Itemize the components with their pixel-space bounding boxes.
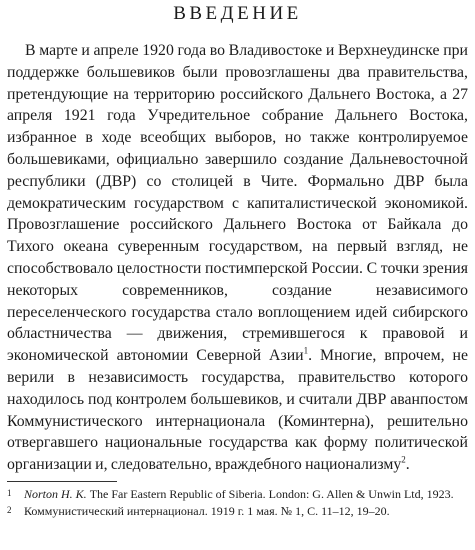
footnote-number: 1 — [7, 488, 12, 498]
footnote-ref-1[interactable]: 1 — [303, 345, 309, 356]
footnote-1 — [7, 486, 468, 503]
chapter-heading: ВВЕДЕНИЕ — [173, 3, 302, 24]
footnote-author: Norton H. K. — [24, 487, 90, 501]
footnotes — [7, 486, 468, 519]
footnote-number: 2 — [7, 504, 12, 515]
paragraph — [7, 40, 468, 476]
footnote-ref-2[interactable]: 2 — [401, 454, 406, 465]
footnote-2 — [7, 503, 468, 520]
footnote-text: The Far Eastern Republic of Siberia. London: G. Allen & Unwin Ltd, 1923. — [89, 487, 454, 501]
body-text — [7, 40, 468, 476]
footnote-divider — [7, 481, 117, 482]
paragraph-text-part-1: В марте и апреле 1920 года во Владивостоке и Верхнеудинске при поддержке большевиков были провозглашены два правительства, претендующие на территорию российского Дальнего Востока, а 27 апреля 1921 года Учредительное собрание Дальнего Востока, избранное в ходе всеобщих выборов, но также контролируемое большевиками, официально завершило создание Дальневосточной республики (ДВР) со столицей в Чите. Формально ДВР была демократическим государством с капиталистической экономикой. Провозглашение российского Дальнего Востока от Байкала до Тихого океана суверенным государством, на первый взгляд, не способствовало целостности постимперской России. С точки зрения некоторых современников, создание независимого переселенческого государства стало воплощением идей сибирского областничества — движения, стремившегося к правовой и экономической автономии Северной Азии — [7, 42, 468, 365]
paragraph-text-part-2: . Многие, впрочем, не верили в независимость государства, правительство которого находилось под контролем большевиков, и считали ДВР аванпостом Коммунистического интернационала (Коминтерна), решительно отвергавшего национальные государства как форму политической организации и, следовательно, враждебного национализму — [7, 347, 468, 474]
paragraph-text-end: . — [405, 456, 410, 474]
footnote-text: Коммунистический интернационал. 1919 г. 1 мая. № 1, С. 11–12, 19–20. — [24, 503, 390, 518]
